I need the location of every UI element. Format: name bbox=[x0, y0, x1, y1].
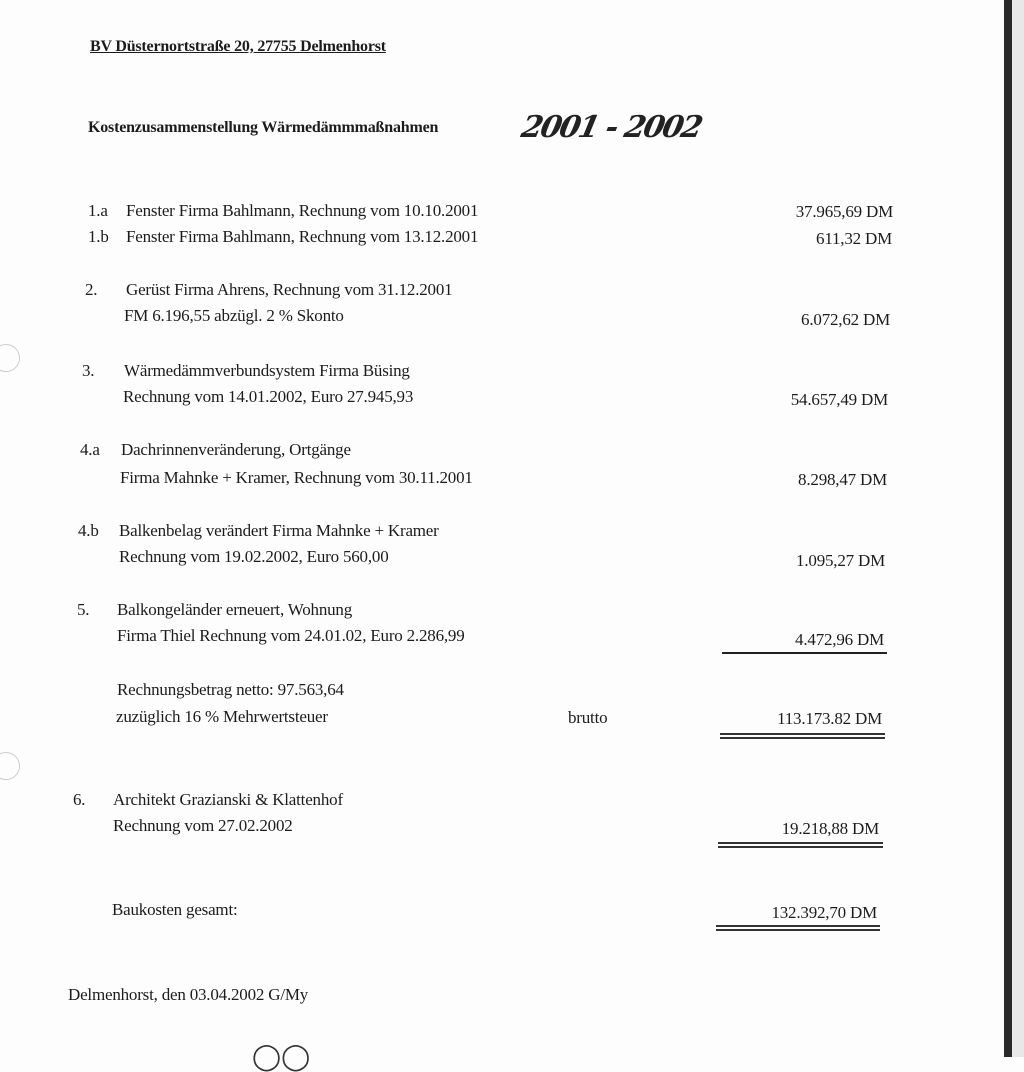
place-date-footer: Delmenhorst, den 03.04.2002 G/My bbox=[68, 985, 309, 1004]
item-number: 5. bbox=[77, 600, 90, 619]
architect-double-rule bbox=[718, 842, 883, 848]
subtotal-rule bbox=[722, 652, 887, 654]
item-detail: Rechnung vom 19.02.2002, Euro 560,00 bbox=[119, 547, 389, 566]
item-amount: 6.072,62 DM bbox=[801, 310, 890, 329]
item-detail: Rechnung vom 14.01.2002, Euro 27.945,93 bbox=[123, 387, 414, 406]
total-double-rule bbox=[716, 925, 880, 931]
item-number: 2. bbox=[85, 280, 98, 299]
item-amount: 54.657,49 DM bbox=[790, 390, 888, 409]
item-number: 1.b bbox=[88, 227, 109, 246]
item-number: 6. bbox=[73, 790, 86, 809]
total-amount: 132.392,70 DM bbox=[771, 903, 877, 922]
item-description: Wärmedämmverbundsystem Firma Büsing bbox=[124, 361, 410, 380]
item-amount: 8.298,47 DM bbox=[798, 470, 887, 489]
brutto-double-rule bbox=[720, 733, 885, 739]
brutto-label: brutto bbox=[568, 708, 608, 727]
item-description: Fenster Firma Bahlmann, Rechnung vom 13.12.2001 bbox=[126, 227, 479, 246]
brutto-amount: 113.173.82 DM bbox=[777, 709, 882, 728]
item-amount: 37.965,69 DM bbox=[795, 202, 893, 221]
handwritten-mark: ◯◯ bbox=[252, 1042, 311, 1071]
project-address: BV Düsternortstraße 20, 27755 Delmenhorst bbox=[90, 38, 386, 55]
item-number: 1.a bbox=[88, 201, 108, 220]
item-detail: Rechnung vom 27.02.2002 bbox=[113, 816, 293, 835]
item-amount: 19.218,88 DM bbox=[781, 819, 879, 838]
item-number: 4.a bbox=[80, 440, 100, 459]
scan-edge bbox=[1012, 0, 1024, 1057]
item-description: Balkongeländer erneuert, Wohnung bbox=[117, 600, 353, 619]
vat-note: zuzüglich 16 % Mehrwertsteuer bbox=[116, 707, 328, 726]
punch-hole bbox=[0, 752, 20, 780]
item-amount: 1.095,27 DM bbox=[796, 551, 885, 570]
netto-amount: Rechnungsbetrag netto: 97.563,64 bbox=[117, 680, 344, 699]
punch-hole bbox=[0, 344, 20, 372]
document-title: Kostenzusammenstellung Wärmedämmmaßnahmen bbox=[88, 119, 439, 136]
item-detail: Firma Mahnke + Kramer, Rechnung vom 30.11.2001 bbox=[120, 468, 473, 487]
item-description: Gerüst Firma Ahrens, Rechnung vom 31.12.2001 bbox=[126, 280, 453, 299]
handwritten-year-note: 2001 - 2002 bbox=[518, 110, 705, 145]
total-label: Baukosten gesamt: bbox=[112, 900, 238, 919]
item-description: Architekt Grazianski & Klattenhof bbox=[113, 790, 343, 809]
item-description: Fenster Firma Bahlmann, Rechnung vom 10.10.2001 bbox=[126, 201, 479, 220]
item-detail: FM 6.196,55 abzügl. 2 % Skonto bbox=[124, 306, 344, 325]
item-amount: 611,32 DM bbox=[816, 229, 892, 248]
item-number: 3. bbox=[82, 361, 95, 380]
item-description: Dachrinnenveränderung, Ortgänge bbox=[121, 440, 351, 459]
item-detail: Firma Thiel Rechnung vom 24.01.02, Euro 2.286,99 bbox=[117, 626, 465, 645]
scan-border bbox=[1004, 0, 1012, 1057]
item-description: Balkenbelag verändert Firma Mahnke + Kramer bbox=[119, 521, 439, 540]
item-amount: 4.472,96 DM bbox=[795, 630, 884, 649]
item-number: 4.b bbox=[78, 521, 99, 540]
